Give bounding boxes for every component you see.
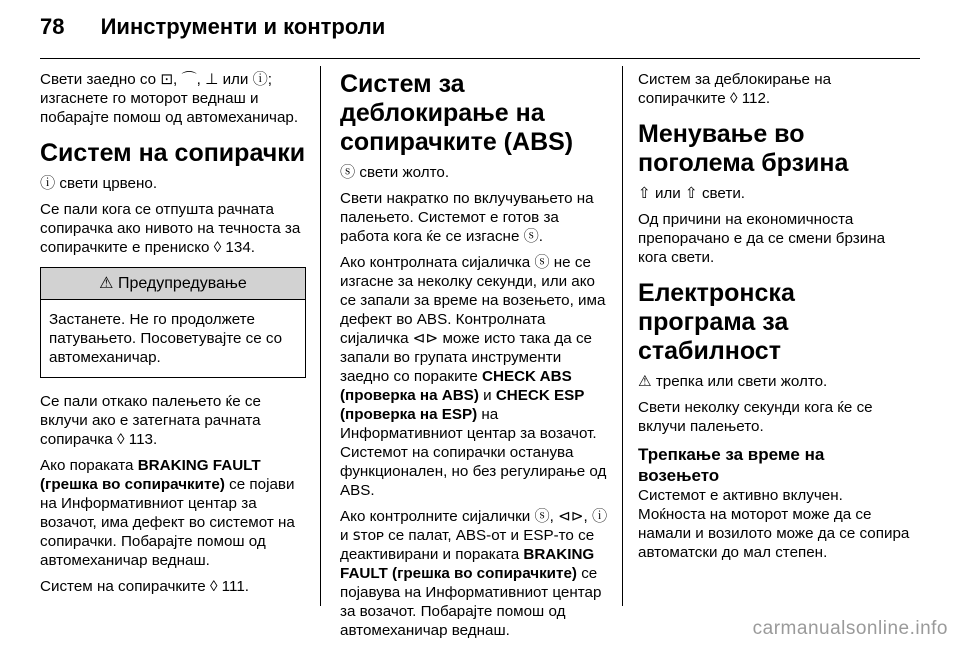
paragraph: Свети накратко по вклучувањето на палењето. Системот е готов за работа кога ќе се изгасне ⓢ.: [340, 190, 594, 245]
page-title: Иинструменти и контроли: [100, 14, 386, 39]
section-heading-esp: Електронска програма за стабилност: [638, 279, 795, 365]
column-divider: [622, 66, 623, 606]
section-heading-brake-system: Систем на сопирачки: [40, 139, 306, 167]
page-number: 78: [40, 14, 65, 39]
warning-triangle-icon: ⚠: [99, 275, 114, 292]
column-divider: [320, 66, 321, 606]
watermark: carmanualsonline.info: [752, 618, 948, 639]
paragraph: Ако контролната сијаличка ⓢ не се изгасне за неколку секунди, или ако се запали за време на возењето, има дефект во ABS. Контролната сијаличка ⊲⊳ може исто така да се запали во групата инструменти заедно со пораките CHECK ABS (проверка на ABS) и CHECK ESP (проверка на ESP) на Информативниот центар за возачот. Системот на сопирачки останува функционален, но без регулирање од ABS.: [340, 254, 607, 499]
paragraph: Свети заедно со ⊡, ⌒, ⊥ или ⓘ; изгаснете го моторот веднаш и побарајте помош од автомеханичар.: [40, 71, 299, 126]
column-2: [340, 70, 608, 647]
message-braking-fault: BRAKING FAULT (грешка во сопирачките): [340, 546, 595, 582]
paragraph: ⓢ свети жолто.: [340, 164, 450, 181]
paragraph: Свети неколку секунди кога ќе се вклучи палењето.: [638, 399, 873, 435]
paragraph: Се пали кога се отпушта рачната сопирачка ако нивото на течноста за сопирачките е прениско ◊ 134.: [40, 201, 301, 256]
section-heading-abs: Систем за деблокирање на сопирачките (ABS): [340, 70, 574, 156]
paragraph: Ако пораката BRAKING FAULT (грешка во сопирачките) се појави на Информативниот центар за возачот, има дефект во системот на сопирачки. Побарајте помош од автомеханичар веднаш.: [40, 457, 295, 569]
paragraph: Системот е активно вклучен. Моќноста на моторот може да се намали и возилото може да се сопира автоматски до мал степен.: [638, 487, 910, 561]
paragraph: Се пали откако палењето ќе се вклучи ако е затегната рачната сопирачка ◊ 113.: [40, 393, 261, 448]
warning-title: ⚠ Предупредување: [41, 268, 305, 300]
paragraph: ⚠ трепка или свети жолто.: [638, 373, 828, 390]
page-header: [40, 14, 385, 40]
paragraph: ⓘ свети црвено.: [40, 175, 158, 192]
message-check-esp: CHECK ESP (проверка на ESP): [340, 387, 585, 423]
paragraph: Систем на сопирачките ◊ 111.: [40, 578, 249, 595]
header-rule: [40, 58, 920, 59]
paragraph: Систем за деблокирање на сопирачките ◊ 112.: [638, 71, 832, 107]
message-check-abs: CHECK ABS (проверка на ABS): [340, 368, 572, 404]
paragraph: Ако контролните сијалички ⓢ, ⊲⊳, ⓘ и ꜱᴛᴏᴘ се палат, ABS-от и ESP-то се деактивирани и пораката BRAKING FAULT (грешка во сопирачките) се појавува на Информативниот центар за возачот. Побарајте помош од автомеханичар веднаш.: [340, 508, 608, 639]
column-1: [40, 70, 306, 603]
message-braking-fault: BRAKING FAULT (грешка во сопирачките): [40, 457, 261, 493]
column-3: [638, 70, 910, 569]
subheading-blinking-while-driving: Трепкање за време на возењето: [638, 445, 825, 485]
section-heading-upshift: Менување во поголема брзина: [638, 120, 849, 177]
paragraph: Од причини на економичноста препорачано е да се смени брзина кога свети.: [638, 211, 886, 266]
paragraph: ⇧ или ⇧ свети.: [638, 185, 746, 202]
warning-body: Застанете. Не го продолжете патувањето. Посоветувајте се со автомеханичар.: [49, 311, 283, 366]
warning-box: [40, 267, 306, 378]
